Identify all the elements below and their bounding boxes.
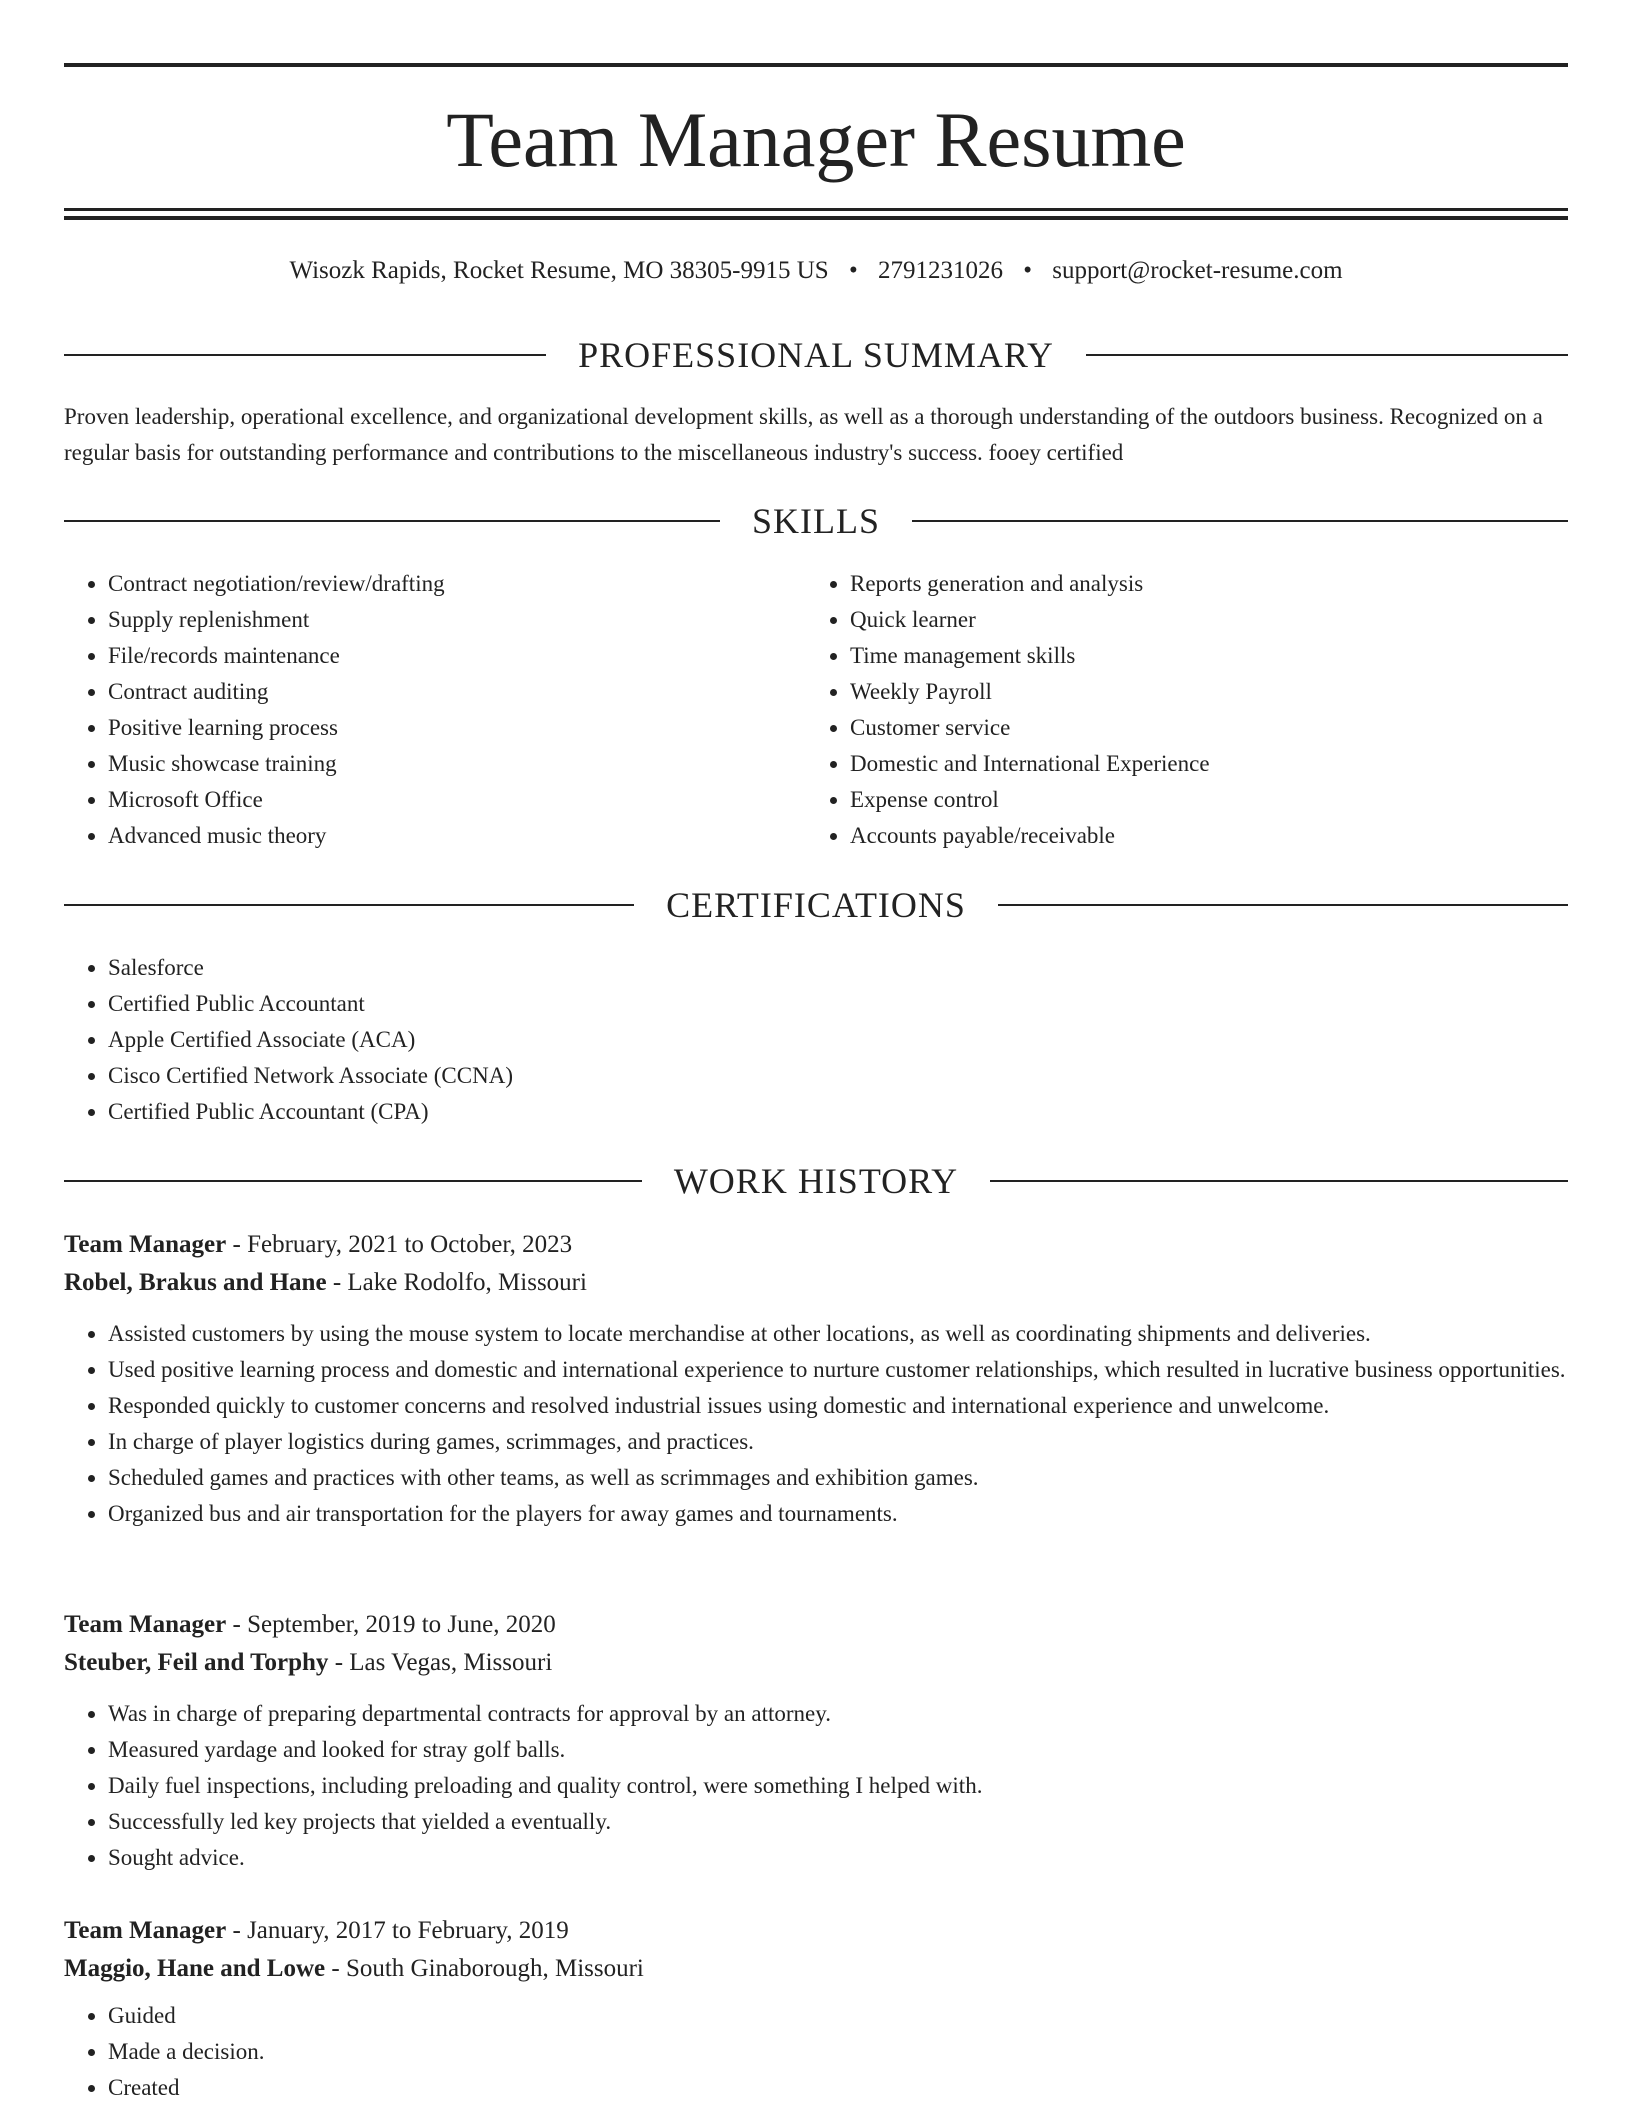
divider — [64, 1180, 642, 1182]
certification-item: • Salesforce — [108, 950, 1568, 986]
skill-item: • Reports generation and analysis — [850, 566, 1546, 602]
skill-item: • Weekly Payroll — [850, 674, 1546, 710]
skill-item: • Quick learner — [850, 602, 1546, 638]
certifications-block — [64, 950, 1568, 1130]
job-duties-list — [64, 1998, 1568, 2106]
contact-separator: • — [848, 257, 858, 284]
divider — [64, 520, 720, 522]
skill-item: • Time management skills — [850, 638, 1546, 674]
skill-item: • Positive learning process — [108, 710, 804, 746]
job-dates: - January, 2017 to February, 2019 — [226, 1917, 569, 1944]
skills-column-left — [64, 566, 804, 854]
skill-item: • Advanced music theory — [108, 818, 804, 854]
skill-item: • Supply replenishment — [108, 602, 804, 638]
job-entry — [64, 1226, 1568, 1532]
skill-item: • Accounts payable/receivable — [850, 818, 1546, 854]
contact-line — [64, 254, 1568, 288]
section-heading-work-history — [64, 1159, 1568, 1203]
contact-address: Wisozk Rapids, Rocket Resume, MO 38305-9915 US — [289, 257, 829, 284]
job-duty: • Organized bus and air transportation for the players for away games and tournaments. — [108, 1496, 1568, 1532]
skills-column-right — [806, 566, 1546, 854]
title-rule-lower — [64, 216, 1568, 220]
skill-item: • Contract negotiation/review/drafting — [108, 566, 804, 602]
summary-text: Proven leadership, operational excellence, and organizational development skills, as well as a thorough understanding of the outdoors business. Recognized on a regular basis for outstanding performance and contributions to the miscellaneous industry's success. fooey certified — [64, 404, 1543, 465]
section-title-skills: SKILLS — [752, 501, 881, 541]
job-dates: - February, 2021 to October, 2023 — [226, 1231, 573, 1258]
job-company-line — [64, 1264, 1568, 1302]
contact-phone: 2791231026 — [877, 257, 1003, 284]
job-title-line — [64, 1912, 1568, 1950]
skills-list-right — [806, 566, 1546, 854]
section-heading-summary — [64, 333, 1568, 377]
job-location: - Lake Rodolfo, Missouri — [326, 1269, 587, 1296]
job-title: Team Manager — [64, 1917, 227, 1944]
skill-item: • Customer service — [850, 710, 1546, 746]
divider — [998, 904, 1568, 906]
job-duty: • Responded quickly to customer concerns and resolved industrial issues using domestic and international experience and unwelcome. — [108, 1388, 1568, 1424]
job-dates: - September, 2019 to June, 2020 — [226, 1611, 556, 1638]
section-title-summary: PROFESSIONAL SUMMARY — [578, 335, 1054, 375]
job-entry — [64, 1606, 1568, 1876]
skill-item: • Expense control — [850, 782, 1546, 818]
job-company-line — [64, 1644, 1568, 1682]
job-duty: • Scheduled games and practices with other teams, as well as scrimmages and exhibition games. — [108, 1460, 1568, 1496]
job-title-line — [64, 1606, 1568, 1644]
job-duty: • Daily fuel inspections, including preloading and quality control, were something I helped with. — [108, 1768, 1568, 1804]
divider — [64, 904, 634, 906]
job-title: Team Manager — [64, 1231, 227, 1258]
certification-item: • Apple Certified Associate (ACA) — [108, 1022, 1568, 1058]
job-duty: • Successfully led key projects that yielded a eventually. — [108, 1804, 1568, 1840]
skills-list-left — [64, 566, 804, 854]
section-heading-certifications — [64, 883, 1568, 927]
job-duty: • Sought advice. — [108, 1840, 1568, 1876]
title-rule-upper — [64, 208, 1568, 211]
section-title-work-history: WORK HISTORY — [673, 1161, 959, 1201]
job-duty: • In charge of player logistics during games, scrimmages, and practices. — [108, 1424, 1568, 1460]
company-name: Robel, Brakus and Hane — [64, 1269, 327, 1296]
job-duty: • Created — [108, 2070, 1568, 2106]
contact-separator: • — [1023, 257, 1032, 284]
section-heading-skills — [64, 499, 1568, 543]
skill-item: • Microsoft Office — [108, 782, 804, 818]
skill-item: • File/records maintenance — [108, 638, 804, 674]
certification-item: • Cisco Certified Network Associate (CCNA) — [108, 1058, 1568, 1094]
section-title-certifications: CERTIFICATIONS — [666, 885, 966, 925]
job-entry — [64, 1912, 1568, 2106]
job-duty: • Guided — [108, 1998, 1568, 2034]
job-duty: • Used positive learning process and domestic and international experience to nurture customer relationships, which resulted in lucrative business opportunities. — [108, 1352, 1568, 1388]
certification-item: • Certified Public Accountant — [108, 986, 1568, 1022]
skill-item: • Music showcase training — [108, 746, 804, 782]
certification-item: • Certified Public Accountant (CPA) — [108, 1094, 1568, 1130]
divider — [1086, 354, 1568, 356]
job-duties-list — [64, 1316, 1568, 1532]
job-duty: • Made a decision. — [108, 2034, 1568, 2070]
job-location: - Las Vegas, Missouri — [328, 1649, 553, 1676]
job-company-line — [64, 1950, 1568, 1988]
contact-email: support@rocket-resume.com — [1052, 257, 1343, 284]
job-duty: • Measured yardage and looked for stray golf balls. — [108, 1732, 1568, 1768]
skill-item: • Contract auditing — [108, 674, 804, 710]
divider — [64, 354, 546, 356]
skill-item: • Domestic and International Experience — [850, 746, 1546, 782]
job-title-line — [64, 1226, 1568, 1264]
top-rule — [64, 63, 1568, 67]
divider — [990, 1180, 1568, 1182]
company-name: Steuber, Feil and Torphy — [64, 1649, 329, 1676]
job-title: Team Manager — [64, 1611, 227, 1638]
job-duty: • Was in charge of preparing departmental contracts for approval by an attorney. — [108, 1696, 1568, 1732]
resume-title: Team Manager Resume — [446, 96, 1186, 183]
job-duties-list — [64, 1696, 1568, 1876]
company-name: Maggio, Hane and Lowe — [64, 1955, 326, 1982]
job-location: - South Ginaborough, Missouri — [325, 1955, 644, 1982]
job-duty: • Assisted customers by using the mouse system to locate merchandise at other locations, as well as coordinating shipments and deliveries. — [108, 1316, 1568, 1352]
certifications-list — [64, 950, 1568, 1130]
divider — [912, 520, 1568, 522]
